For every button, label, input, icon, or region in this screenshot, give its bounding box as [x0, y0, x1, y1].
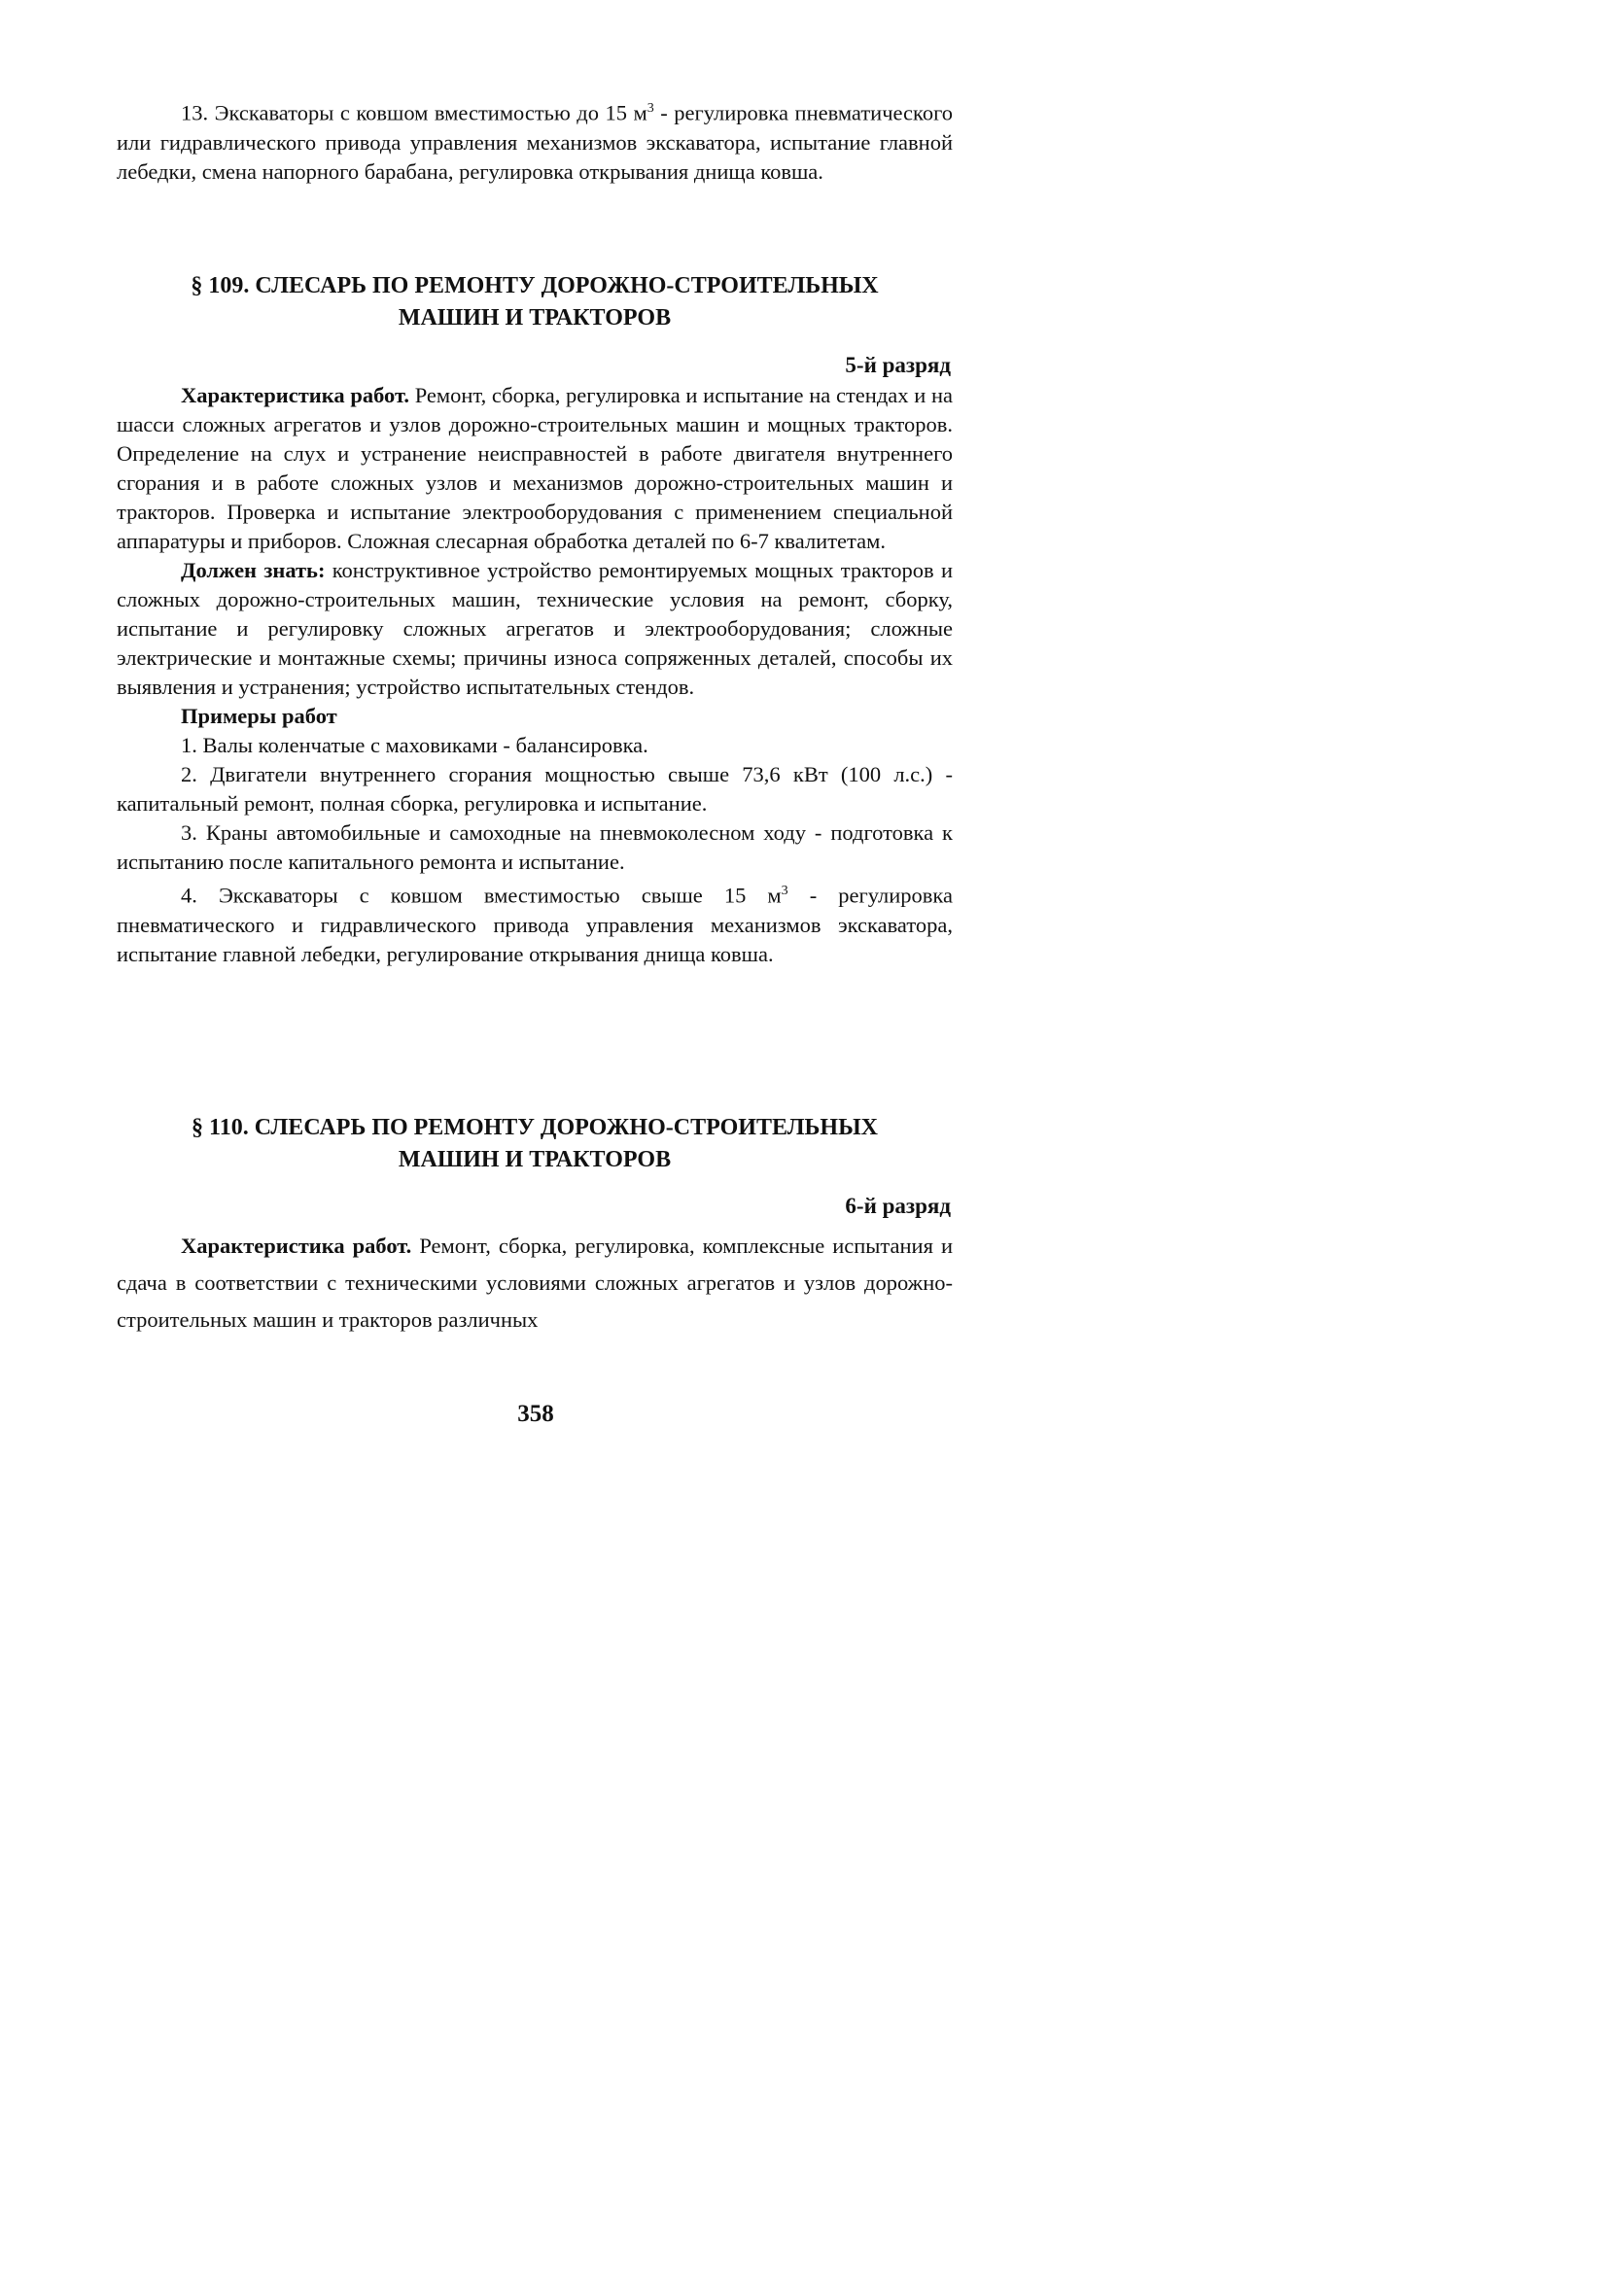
must-know-label: Должен знать: [181, 558, 326, 582]
superscript: 3 [647, 101, 654, 116]
work-characteristics-text: Ремонт, сборка, регулировка и испытание на стендах и на шасси сложных агрегатов и узлов дорожно-строительных машин и мощных тракторов. Определение на слух и устранение неисправностей в работе двигателя внутреннего сгорания и в работе сложных узлов и механизмов дорожно-строительных машин и тракторов. Проверка и испытание электрооборудования с применением специальной аппаратуры и приборов. Сложная слесарная обработка деталей по 6-7 квалитетам. [117, 383, 953, 553]
item-text-end: - регулировка пневматического или гидравлического привода управления механизмов экскаватора, испытание главной лебедки, смена напорного барабана, регулировка открывания днища ковша. [117, 100, 954, 184]
example-item: 1. Валы коленчатые с маховиками - балансировка. [181, 733, 648, 757]
section-109-body [117, 381, 953, 969]
work-characteristics-paragraph [117, 381, 953, 556]
work-characteristics-paragraph [117, 1228, 953, 1339]
item-number: 13. [181, 100, 209, 125]
example-item: 3. Краны автомобильные и самоходные на пневмоколесном ходу - подготовка к испытанию после капитального ремонта и испытание. [117, 820, 953, 874]
top-item-paragraph [117, 94, 953, 187]
section-109-title [117, 270, 953, 334]
example-item [117, 877, 953, 969]
section-109-title-line2: МАШИН И ТРАКТОРОВ [398, 305, 672, 330]
section-110-body [117, 1228, 953, 1339]
section-110-title-line1: § 110. СЛЕСАРЬ ПО РЕМОНТУ ДОРОЖНО-СТРОИТЕЛЬНЫХ [192, 1115, 878, 1140]
superscript: 3 [781, 884, 788, 898]
top-item-13 [117, 94, 953, 187]
section-110-title-line2: МАШИН И ТРАКТОРОВ [398, 1147, 672, 1172]
item-text-start: Экскаваторы с ковшом вместимостью до 15 м [214, 100, 647, 125]
document-page [0, 0, 1071, 1528]
section-109-grade: 5-й разряд [845, 353, 951, 377]
examples-title: Примеры работ [181, 704, 337, 728]
section-110-grade: 6-й разряд [845, 1194, 951, 1218]
example-4-text-end: - регулировка пневматического и гидравлического привода управления механизмов экскаватора, испытание главной лебедки, регулирование открывания днища ковша. [117, 883, 953, 966]
example-4-text-start: 4. Экскаваторы с ковшом вместимостью свыше 15 м [181, 883, 782, 908]
section-110-title [117, 1112, 953, 1176]
must-know-text: конструктивное устройство ремонтируемых мощных тракторов и сложных дорожно-строительных машин, технические условия на ремонт, сборку, испытание и регулировку сложных агрегатов и электрооборудования; сложные электрические и монтажные схемы; причины износа сопряженных деталей, способы их выявления и устранения; устройство испытательных стендов. [117, 558, 953, 699]
work-characteristics-label: Характеристика работ. [181, 1234, 412, 1258]
work-characteristics-label: Характеристика работ. [181, 383, 409, 407]
work-characteristics-text: Ремонт, сборка, регулировка, комплексные испытания и сдача в соответствии с техническими условиями сложных агрегатов и узлов дорожно-строительных машин и тракторов различных [117, 1234, 953, 1332]
must-know-paragraph [117, 556, 953, 702]
example-item: 2. Двигатели внутреннего сгорания мощностью свыше 73,6 кВт (100 л.с.) - капитальный ремонт, полная сборка, регулировка и испытание. [117, 762, 953, 816]
section-109-title-line1: § 109. СЛЕСАРЬ ПО РЕМОНТУ ДОРОЖНО-СТРОИТЕЛЬНЫХ [191, 273, 879, 298]
page-number: 358 [517, 1401, 554, 1427]
